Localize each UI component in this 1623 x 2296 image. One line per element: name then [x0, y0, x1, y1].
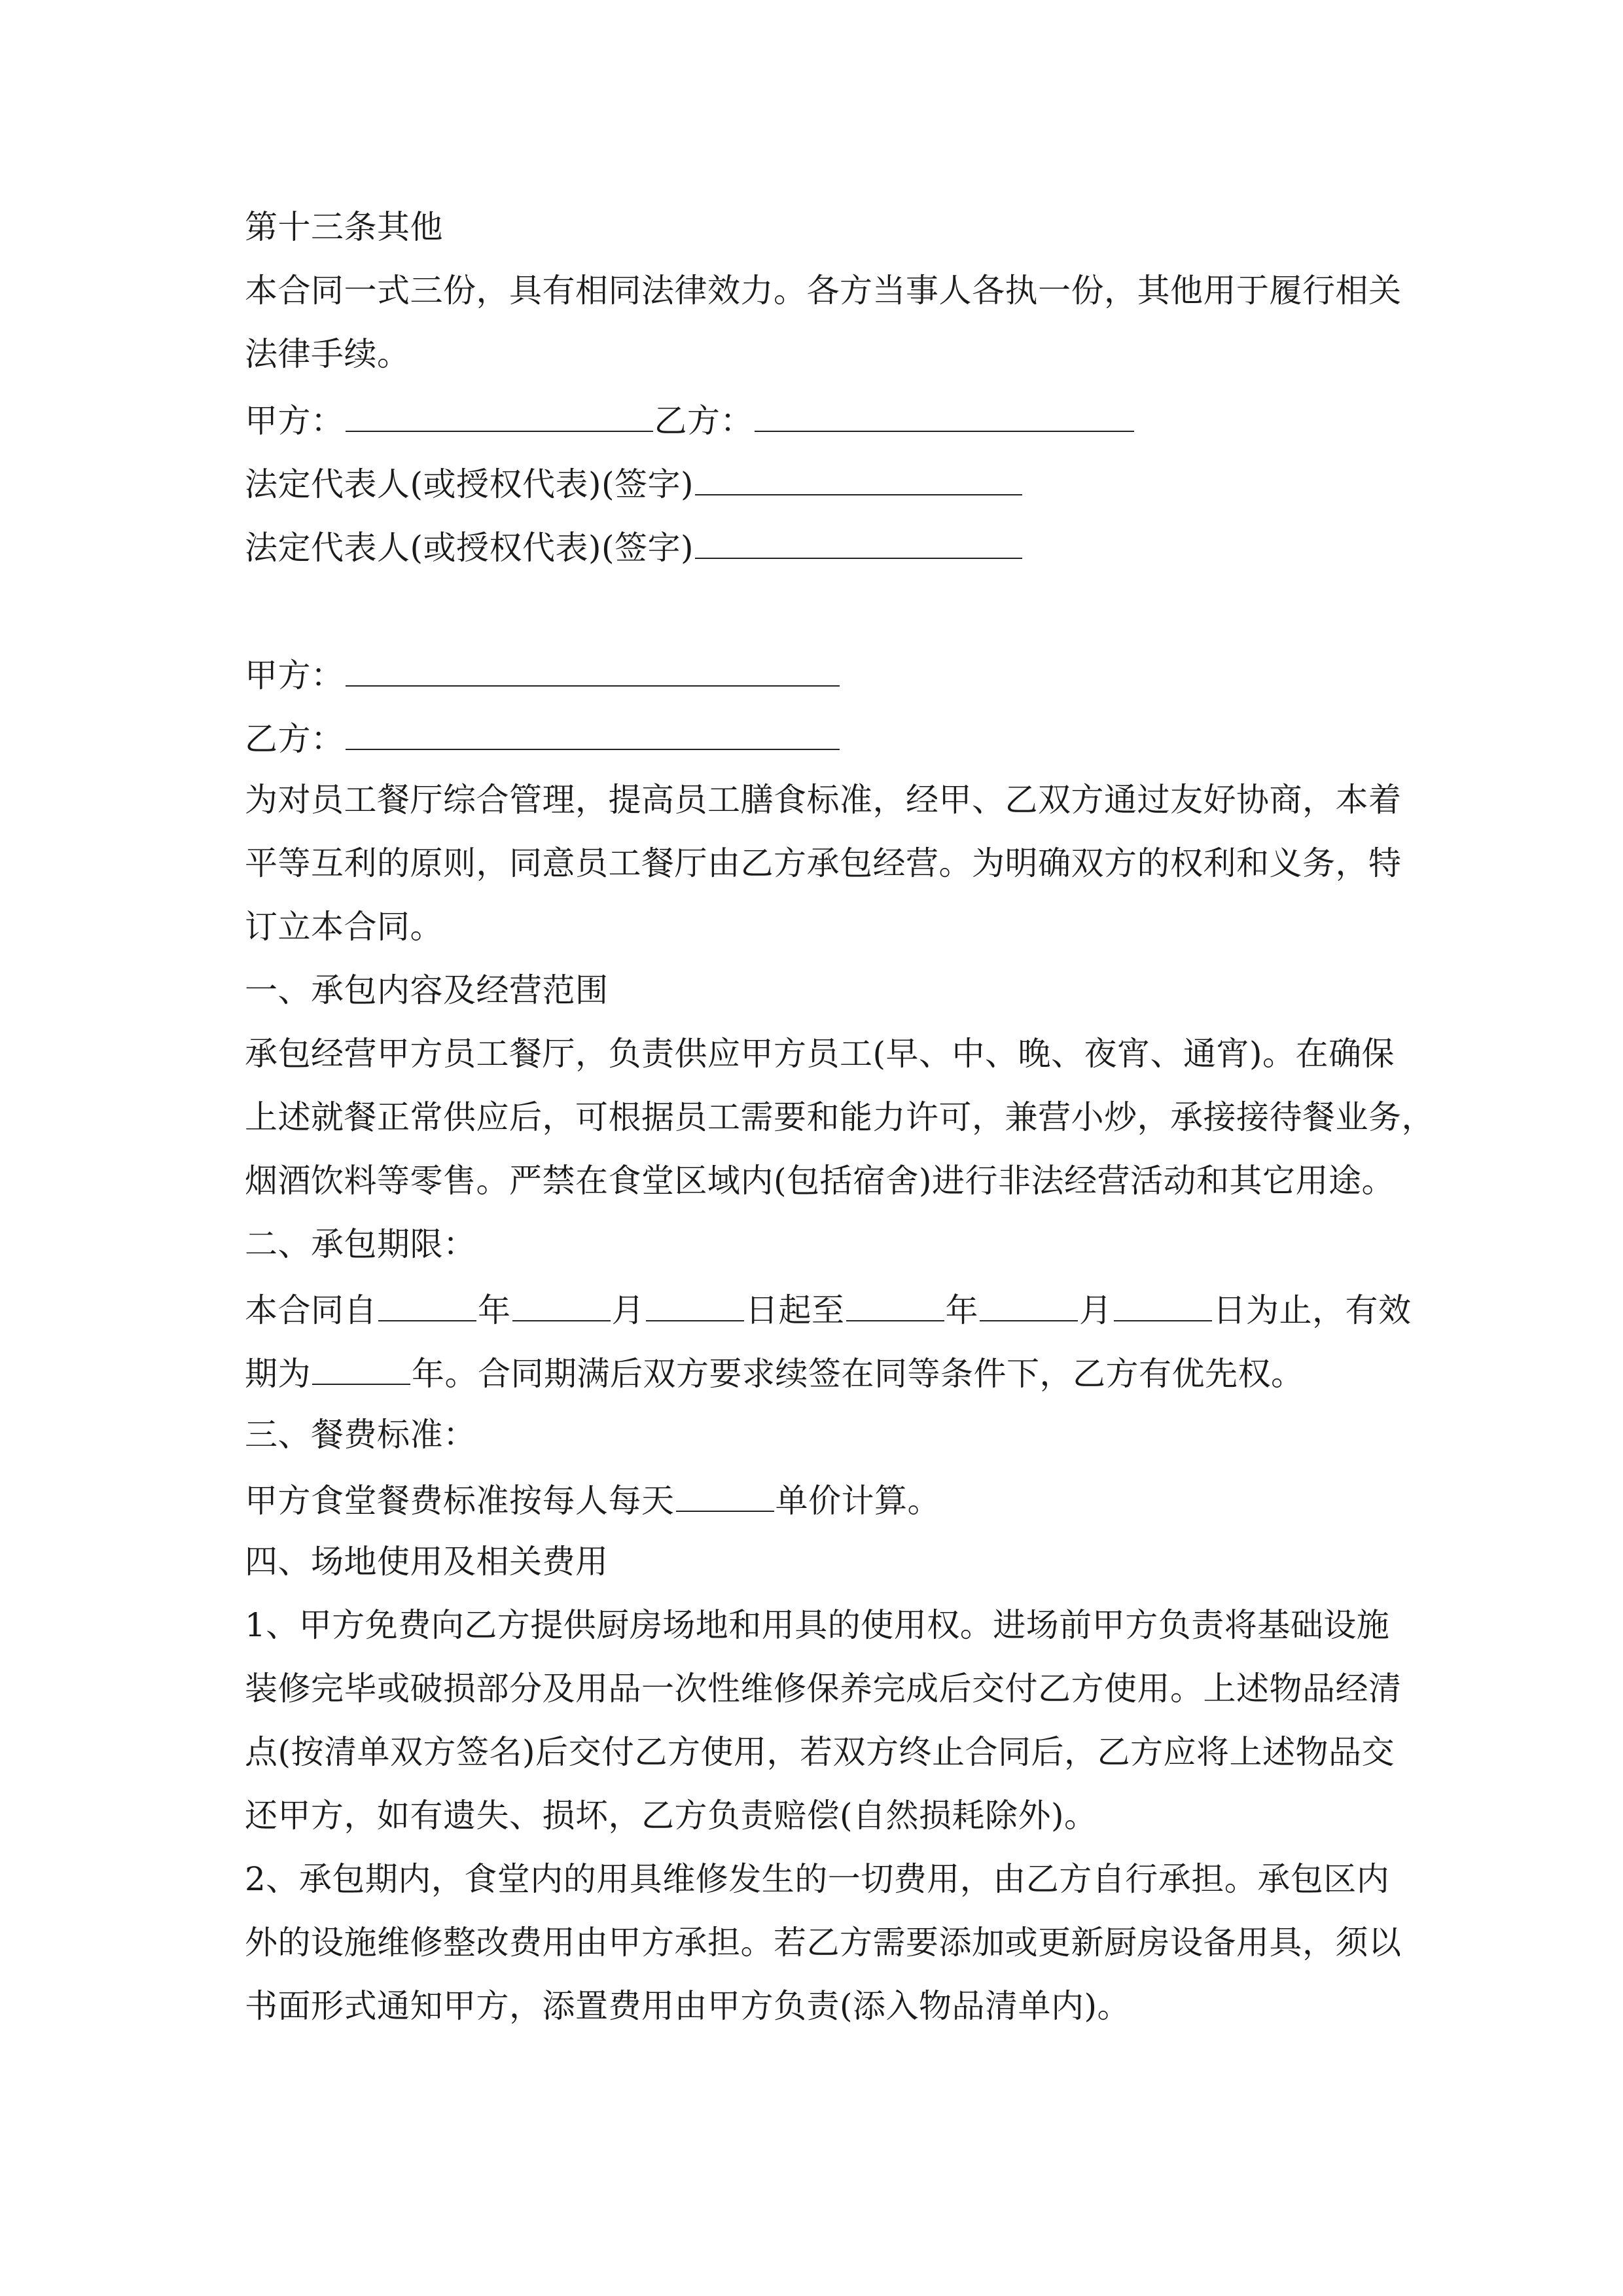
section-2-line-1: [245, 1291, 1412, 1327]
year-label: 年: [478, 1291, 511, 1329]
day-end-label: 日为止，有效: [1213, 1291, 1412, 1329]
intro-line-2: 平等互利的原则，同意员工餐厅由乙方承包经营。为明确双方的权利和义务，特: [245, 844, 1402, 882]
intro-line-3: 订立本合同。: [245, 908, 443, 946]
year-label: 年: [945, 1291, 978, 1329]
header-party-a-row: [245, 656, 841, 692]
header-party-b-row: [245, 720, 841, 758]
signature-rep-row-1: [245, 465, 1024, 501]
header-party-a-blank: [346, 656, 840, 687]
header-party-a-label: 甲方：: [245, 656, 344, 694]
month-label: 月: [1079, 1291, 1113, 1329]
end-day-blank: [1114, 1291, 1212, 1321]
section-3-line-1: [245, 1482, 940, 1520]
section-4-title: 四、场地使用及相关费用: [245, 1543, 609, 1581]
meal-fee-label: 甲方食堂餐费标准按每人每天: [245, 1482, 675, 1520]
signature-party-b-blank: [755, 402, 1134, 432]
signature-rep-label: 法定代表人(或授权代表)(签字): [245, 529, 694, 567]
end-month-blank: [980, 1291, 1078, 1321]
section-1-line-2: 上述就餐正常供应后，可根据员工需要和能力许可，兼营小炒，承接接待餐业务，: [245, 1098, 1435, 1136]
signature-party-b-label: 乙方：: [654, 402, 753, 440]
section-1-line-1: 承包经营甲方员工餐厅，负责供应甲方员工(早、中、晚、夜宵、通宵)。在确保: [245, 1035, 1395, 1073]
signature-parties-row: [245, 402, 1135, 440]
section-2-line-2: [245, 1355, 1304, 1393]
signature-rep-label: 法定代表人(或授权代表)(签字): [245, 465, 694, 503]
day-from-label: 日起至: [745, 1291, 845, 1329]
renewal-clause: 年。合同期满后双方要求续签在同等条件下，乙方有优先权。: [412, 1355, 1304, 1393]
term-from-label: 本合同自: [245, 1291, 377, 1329]
article-13-title: 第十三条其他: [245, 208, 443, 246]
start-day-blank: [646, 1291, 744, 1321]
signature-rep-blank: [695, 529, 1022, 559]
article-13-line-2: 法律手续。: [245, 335, 410, 373]
section-4-p2-line-3: 书面形式通知甲方，添置费用由甲方负责(添入物品清单内)。: [245, 1987, 1131, 2025]
section-4-p2-line-1: 2、承包期内，食堂内的用具维修发生的一切费用，由乙方自行承担。承包区内: [245, 1860, 1390, 1898]
section-4-p1-line-1: 1、甲方免费向乙方提供厨房场地和用具的使用权。进场前甲方负责将基础设施: [245, 1606, 1390, 1644]
section-4-p2-line-2: 外的设施维修整改费用由甲方承担。若乙方需要添加或更新厨房设备用具，须以: [245, 1924, 1402, 1962]
meal-price-blank: [676, 1482, 774, 1512]
section-4-p1-line-4: 还甲方，如有遗失、损坏，乙方负责赔偿(自然损耗除外)。: [245, 1797, 1097, 1835]
section-2-title: 二、承包期限：: [245, 1225, 476, 1263]
end-year-blank: [846, 1291, 944, 1321]
signature-rep-row-2: [245, 529, 1024, 567]
signature-party-a-blank: [346, 402, 653, 432]
term-period-label: 期为: [245, 1355, 311, 1393]
term-years-blank: [312, 1355, 410, 1385]
header-party-b-blank: [346, 720, 840, 750]
section-1-title: 一、承包内容及经营范围: [245, 971, 609, 1009]
section-1-line-3: 烟酒饮料等零售。严禁在食堂区域内(包括宿舍)进行非法经营活动和其它用途。: [245, 1162, 1395, 1200]
signature-party-a-label: 甲方：: [245, 402, 344, 440]
month-label: 月: [611, 1291, 645, 1329]
start-month-blank: [512, 1291, 611, 1321]
section-4-p1-line-3: 点(按清单双方签名)后交付乙方使用，若双方终止合同后，乙方应将上述物品交: [245, 1733, 1395, 1771]
start-year-blank: [378, 1291, 476, 1321]
signature-rep-blank: [695, 465, 1022, 495]
article-13-line-1: 本合同一式三份，具有相同法律效力。各方当事人各执一份，其他用于履行相关: [245, 272, 1402, 310]
section-3-title: 三、餐费标准：: [245, 1416, 476, 1454]
intro-line-1: 为对员工餐厅综合管理，提高员工膳食标准，经甲、乙双方通过友好协商，本着: [245, 781, 1402, 819]
header-party-b-label: 乙方：: [245, 720, 344, 758]
meal-fee-suffix: 单价计算。: [775, 1482, 940, 1520]
section-4-p1-line-2: 装修完毕或破损部分及用品一次性维修保养完成后交付乙方使用。上述物品经清: [245, 1670, 1402, 1708]
